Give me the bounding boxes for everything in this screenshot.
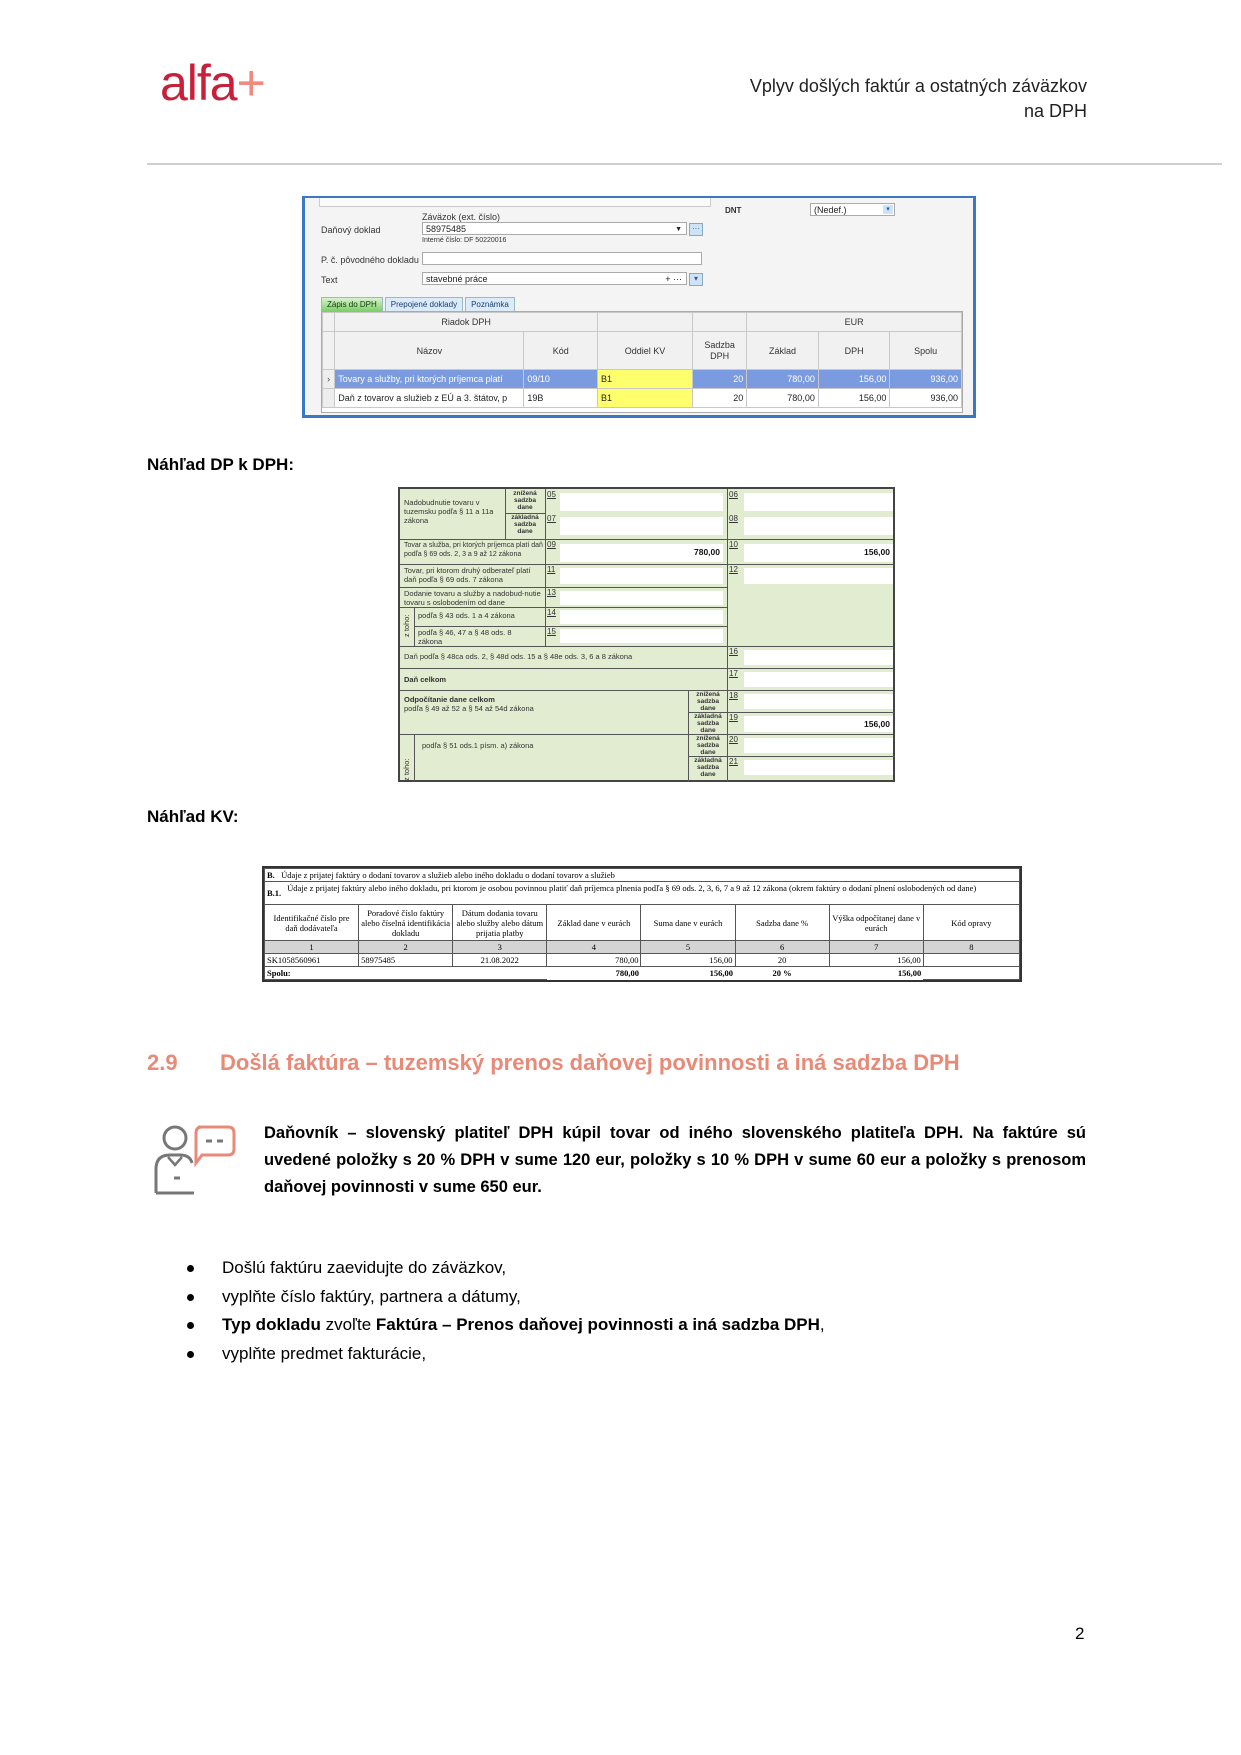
cell-kod: 09/10 xyxy=(524,370,598,389)
kv-index: 8 xyxy=(923,941,1019,954)
text-dropdown-button[interactable]: ▾ xyxy=(689,273,703,286)
kv-index: 1 xyxy=(265,941,359,954)
list-item-bold: Faktúra – Prenos daňovej povinnosti a iná sadzba DPH xyxy=(375,1315,820,1334)
section-heading xyxy=(147,1050,960,1076)
list-item-text: vyplňte číslo faktúry, partnera a dátumy, xyxy=(222,1286,521,1306)
znizena-sadzba-label: znížená sadzba dane xyxy=(513,490,537,511)
list-item-text: zvoľte xyxy=(320,1315,376,1334)
ellipsis-button[interactable]: ··· xyxy=(689,223,703,236)
kv-col-datum: Dátum dodania tovaru alebo služby alebo dátum prijatia platby xyxy=(453,905,547,941)
text-label: Text xyxy=(321,275,338,285)
line-07: 07 xyxy=(547,514,556,523)
kv-index: 3 xyxy=(453,941,547,954)
danovy-doklad-input[interactable] xyxy=(422,222,687,235)
group-header-blank1 xyxy=(598,313,693,332)
kv-cell-kod-opravy xyxy=(923,954,1019,967)
tab-zapis-do-dph[interactable]: Zápis do DPH xyxy=(321,297,383,311)
kv-col-zaklad: Základ dane v eurách xyxy=(547,905,641,941)
field-18[interactable] xyxy=(744,694,893,709)
tab-prepojene-doklady[interactable]: Prepojené doklady xyxy=(385,297,463,311)
text-input[interactable] xyxy=(422,272,687,285)
kv-col-suma-dane: Suma dane v eurách xyxy=(641,905,735,941)
callout-text: Daňovník – slovenský platiteľ DPH kúpil tovar od iného slovenského platiteľa DPH. Na faktúre sú uvedené položky s 20 % DPH v sume 120 eur, položky s 10 % DPH v sume 60 eur a položky s prenosom daňovej povinnosti v sume 650 eur. xyxy=(264,1124,1086,1196)
col-header-kod[interactable]: Kód xyxy=(524,332,598,370)
kv-cell-sadzba: 20 xyxy=(735,954,829,967)
top-panel-edge xyxy=(319,198,711,207)
kv-col-sadzba: Sadzba dane % xyxy=(735,905,829,941)
divider xyxy=(400,646,893,647)
kv-total-odpocitana: 156,00 xyxy=(897,968,922,979)
line-05: 05 xyxy=(547,490,556,499)
list-item xyxy=(185,1311,825,1340)
cell-kod: 19B xyxy=(524,389,598,408)
cell-sadzba: 20 xyxy=(693,370,747,389)
odpocitanie-text: Odpočítanie dane celkom xyxy=(404,695,495,704)
header-title xyxy=(750,74,1087,124)
z-toho-label: z toho: xyxy=(402,614,411,637)
cell-nazov: Daň z tovarov a služieb z EÚ a 3. štátov, p xyxy=(335,389,524,408)
section-title: Došlá faktúra – tuzemský prenos daňovej povinnosti a iná sadzba DPH xyxy=(220,1050,960,1075)
line-20: 20 xyxy=(729,735,738,744)
dan-48ca-text: Daň podľa § 48ca ods. 2, § 48d ods. 15 a § 48e ods. 3, 6 a 8 zákona xyxy=(404,652,633,661)
divider xyxy=(400,668,893,669)
nadobudnutie-text: Nadobudnutie tovaru v tuzemsku podľa § 11 a 11a zákona xyxy=(404,498,494,525)
field-07[interactable] xyxy=(560,517,723,535)
divider xyxy=(727,489,728,782)
cell-nazov: Tovary a služby, pri ktorých príjemca platí xyxy=(335,370,524,389)
cell-oddiel[interactable]: B1 xyxy=(598,389,693,408)
kv-total-zaklad: 780,00 xyxy=(615,968,639,979)
kv-total-suma: 156,00 xyxy=(709,968,734,979)
kv-index: 7 xyxy=(829,941,923,954)
tab-bar xyxy=(321,297,515,311)
table-row[interactable] xyxy=(323,389,962,408)
col-header-spolu[interactable]: Spolu xyxy=(890,332,962,370)
kv-index: 4 xyxy=(547,941,641,954)
kv-col-poradove-cislo: Poradové číslo faktúry alebo číselná identifikácia dokladu xyxy=(359,905,453,941)
kv-total-sadzba: 20 % xyxy=(772,968,792,979)
invoice-dph-window xyxy=(302,196,976,418)
line-21: 21 xyxy=(729,757,738,766)
cell-dph: 156,00 xyxy=(818,389,890,408)
zavazok-label: Záväzok (ext. číslo) xyxy=(422,212,501,222)
odpocitanie-sub-text: podľa § 49 až 52 a § 54 až 54d zákona xyxy=(404,704,534,713)
cell-oddiel[interactable]: B1 xyxy=(598,370,693,389)
cell-zaklad: 780,00 xyxy=(747,389,819,408)
kv-cell-datum: 21.08.2022 xyxy=(453,954,547,967)
line-16: 16 xyxy=(729,647,738,656)
header-title-line2: na DPH xyxy=(1023,101,1087,121)
field-06[interactable] xyxy=(744,493,893,511)
section-b-text: Údaje z prijatej faktúry o dodaní tovarov a služieb alebo iného dokladu o dodaní tovarov a služieb xyxy=(281,870,615,880)
alfa-plus-logo xyxy=(160,55,265,111)
dan-celkom-text: Daň celkom xyxy=(404,675,447,684)
field-13[interactable] xyxy=(560,591,723,605)
line-18: 18 xyxy=(729,691,738,700)
kv-col-kod-opravy: Kód opravy xyxy=(923,905,1019,941)
field-12[interactable] xyxy=(744,568,893,584)
divider xyxy=(400,539,893,540)
zakladna-sadzba-label: základná sadzba dane xyxy=(511,514,539,535)
divider xyxy=(400,690,893,691)
list-item-text: vyplňte predmet fakturácie, xyxy=(222,1343,427,1363)
divider xyxy=(400,587,727,588)
field-15[interactable] xyxy=(560,629,723,643)
list-item-text: Došlú faktúru zaevidujte do záväzkov, xyxy=(222,1258,507,1277)
line-11: 11 xyxy=(547,565,556,574)
kv-cell-zaklad: 780,00 xyxy=(547,954,641,967)
nahlad-kv-label: Náhľad KV: xyxy=(147,807,239,826)
cell-spolu: 936,00 xyxy=(890,370,962,389)
dodanie-text: Dodanie tovaru a služby a nadobud-nutie tovaru s oslobodením od dane xyxy=(404,589,541,607)
instruction-list xyxy=(185,1254,825,1368)
field-08[interactable] xyxy=(744,517,893,535)
list-item xyxy=(185,1283,825,1312)
field-09[interactable]: 780,00 xyxy=(560,544,723,562)
danovy-doklad-label: Daňový doklad xyxy=(321,225,381,235)
table-row[interactable] xyxy=(323,370,962,389)
povodny-doklad-input[interactable] xyxy=(422,252,702,265)
kv-section-b xyxy=(265,869,1020,882)
logo-plus: + xyxy=(236,55,265,111)
kv-cell-suma-dane: 156,00 xyxy=(641,954,735,967)
zakladna-sadzba-label: základná sadzba dane xyxy=(694,713,722,734)
zakladna-sadzba-label: základná sadzba dane xyxy=(694,757,722,778)
field-17[interactable] xyxy=(744,672,893,687)
line-15: 15 xyxy=(547,627,556,636)
field-11[interactable] xyxy=(560,568,723,584)
col-header-sadzba[interactable]: Sadzba DPH xyxy=(693,332,747,370)
kv-cell-poradove-cislo: 58975485 xyxy=(359,954,453,967)
add-more-icons[interactable]: + ··· xyxy=(665,274,682,284)
kv-table xyxy=(262,866,1022,982)
kv-total-label: Spolu: xyxy=(265,967,547,980)
podla-43-text: podľa § 43 ods. 1 a 4 zákona xyxy=(418,611,515,620)
nahlad-dp-label: Náhľad DP k DPH: xyxy=(147,455,294,474)
kv-col-odpocitana-dan: Výška odpočítanej dane v eurách xyxy=(829,905,923,941)
divider xyxy=(400,734,893,735)
list-item-text: , xyxy=(819,1315,825,1334)
logo-text: alfa xyxy=(160,55,237,111)
grid-corner2 xyxy=(323,332,335,370)
field-19[interactable]: 156,00 xyxy=(744,716,893,732)
line-06: 06 xyxy=(729,490,738,499)
section-b1-text: Údaje z prijatej faktúry alebo iného dokladu, pri ktorom je osobou povinnou platiť daň príjemca plnenia podľa § 69 ods. 2, 3, 6, 7 a 9 až 12 zákona (okrem faktúry o dodaní plnení oslobodených od dane) xyxy=(287,883,977,893)
kv-index: 6 xyxy=(735,941,829,954)
cell-spolu: 936,00 xyxy=(890,389,962,408)
text-value: stavebné práce xyxy=(426,274,488,284)
person-chat-icon xyxy=(152,1123,238,1195)
col-header-zaklad[interactable]: Základ xyxy=(747,332,819,370)
kv-col-ic-dph: Identifikačné číslo pre daň dodávateľa xyxy=(265,905,359,941)
line-12: 12 xyxy=(729,565,738,574)
kv-cell-ic-dph: SK1058560961 xyxy=(265,954,359,967)
tovar-druhy-text: Tovar, pri ktorom druhý odberateľ platí daň podľa § 69 ods. 7 zákona xyxy=(404,566,531,584)
tovar-sluzba-69-text: Tovar a služba, pri ktorých príjemca platí daň podľa § 69 ods. 2, 3 a 9 až 12 zákona xyxy=(404,542,543,558)
kv-section-b1 xyxy=(265,882,1020,905)
povodny-doklad-label: P. č. pôvodného dokladu xyxy=(321,255,419,265)
tab-poznamka[interactable]: Poznámka xyxy=(465,297,515,311)
dropdown-arrow-icon[interactable]: ▼ xyxy=(675,226,682,233)
line-09: 09 xyxy=(547,540,556,549)
page-number: 2 xyxy=(1075,1624,1085,1643)
group-header-riadok: Riadok DPH xyxy=(335,313,598,332)
list-item-bold: Typ dokladu xyxy=(222,1315,321,1334)
chevron-down-icon[interactable]: ▾ xyxy=(883,205,893,214)
field-10[interactable]: 156,00 xyxy=(744,544,893,562)
cell-zaklad: 780,00 xyxy=(747,370,819,389)
header-divider xyxy=(147,163,1222,165)
line-19: 19 xyxy=(729,713,738,722)
line-10: 10 xyxy=(729,540,738,549)
section-b-code: B. xyxy=(267,870,275,880)
dp-dph-form xyxy=(398,487,895,782)
field-20[interactable] xyxy=(744,738,893,753)
group-header-blank2 xyxy=(693,313,747,332)
group-header-eur: EUR xyxy=(747,313,962,332)
table-row xyxy=(265,954,1020,967)
znizena-sadzba-label: znížená sadzba dane xyxy=(696,691,720,712)
line-17: 17 xyxy=(729,669,738,678)
col-header-oddiel-kv[interactable]: Oddiel KV xyxy=(598,332,693,370)
kv-index: 2 xyxy=(359,941,453,954)
grid-corner xyxy=(323,313,335,332)
cell-dph: 156,00 xyxy=(818,370,890,389)
col-header-dph[interactable]: DPH xyxy=(818,332,890,370)
col-header-nazov[interactable]: Názov xyxy=(335,332,524,370)
divider xyxy=(400,564,893,565)
z-toho-label: z toho: xyxy=(402,758,411,781)
kv-total-row xyxy=(265,967,1020,980)
line-13: 13 xyxy=(547,588,556,597)
kv-cell-odpocitana-dan: 156,00 xyxy=(829,954,923,967)
danovy-doklad-value: 58975485 xyxy=(426,224,467,234)
divider xyxy=(414,626,727,627)
divider xyxy=(545,489,546,646)
interne-cislo: Interné číslo: DF 50220016 xyxy=(422,237,507,244)
list-item xyxy=(185,1254,825,1283)
cell-sadzba: 20 xyxy=(693,389,747,408)
list-item xyxy=(185,1340,825,1369)
line-14: 14 xyxy=(547,608,556,617)
kv-total-blank xyxy=(923,967,1019,980)
divider xyxy=(400,607,727,608)
field-14[interactable] xyxy=(560,610,723,624)
dnt-select[interactable] xyxy=(810,203,895,216)
section-b1-code: B.1. xyxy=(267,888,282,898)
field-05[interactable] xyxy=(560,493,723,511)
header-title-line1: Vplyv došlých faktúr a ostatných záväzkov xyxy=(749,76,1087,96)
divider xyxy=(414,734,415,782)
dph-grid xyxy=(321,311,963,413)
znizena-sadzba-label: znížená sadzba dane xyxy=(696,735,720,756)
field-21[interactable] xyxy=(744,760,893,775)
kv-index: 5 xyxy=(641,941,735,954)
podla-46-text: podľa § 46, 47 a § 48 ods. 8 zákona xyxy=(418,628,512,646)
section-number: 2.9 xyxy=(147,1050,178,1075)
row-selector[interactable] xyxy=(323,389,335,408)
field-16[interactable] xyxy=(744,650,893,665)
dnt-value: (Nedef.) xyxy=(814,205,847,215)
line-08: 08 xyxy=(729,514,738,523)
dnt-label: DNT xyxy=(725,206,742,215)
row-selector-icon[interactable]: › xyxy=(323,370,335,389)
podla-51-text: podľa § 51 ods.1 písm. a) zákona xyxy=(422,741,534,750)
